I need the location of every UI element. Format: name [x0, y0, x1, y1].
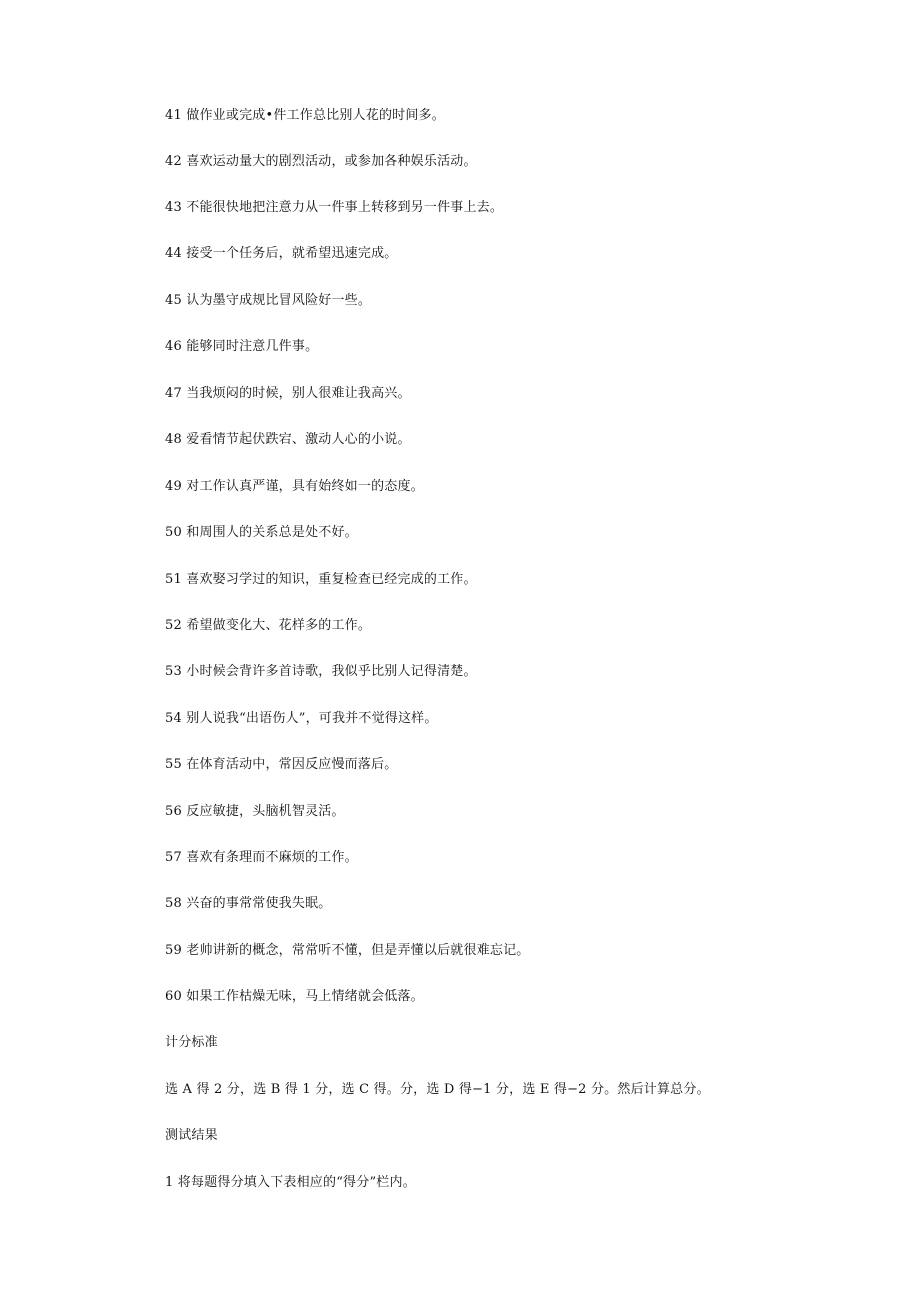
question-50: 50 和周围人的关系总是处不好。	[165, 525, 358, 540]
question-59: 59 老帅讲新的概念，常常听不懂，但是弄懂以后就很难忘记。	[165, 943, 530, 958]
question-43: 43 不能很快地把注意力从一件事上转移到另一件事上去。	[165, 200, 504, 215]
question-49: 49 对工作认真严谨，具有始终如一的态度。	[165, 479, 424, 494]
scoring-text: 选 A 得 2 分，选 B 得 1 分，选 C 得。分，选 D 得−1 分，选 E 得−2 分。然后计算总分。	[165, 1082, 710, 1097]
question-60: 60 如果工作枯燥无味，马上情绪就会低落。	[165, 989, 424, 1004]
question-45: 45 认为墨守成规比冒风险好一些。	[165, 293, 372, 308]
question-53: 53 小时候会背许多首诗歌，我似乎比别人记得清楚。	[165, 664, 477, 679]
question-48: 48 爱看情节起伏跌宕、激动人心的小说。	[165, 432, 411, 447]
question-57: 57 喜欢有条理而不麻烦的工作。	[165, 850, 358, 865]
question-56: 56 反应敏捷，头脑机智灵活。	[165, 804, 345, 819]
question-52: 52 希望做变化大、花样多的工作。	[165, 618, 372, 633]
question-41: 41 做作业或完成•件工作总比别人花的时间多。	[165, 108, 445, 123]
question-54: 54 别人说我“出语伤人”，可我并不觉得这样。	[165, 711, 438, 726]
results-heading: 测试结果	[165, 1128, 218, 1143]
question-51: 51 喜欢娶习学过的知识，重复检查已经完成的工作。	[165, 572, 477, 587]
question-55: 55 在体育活动中，常因反应慢而落后。	[165, 757, 398, 772]
scoring-heading: 计分标准	[165, 1035, 218, 1050]
question-44: 44 接受一个任务后，就希望迅速完成。	[165, 246, 398, 261]
results-text: 1 将每题得分填入下表相应的“得分”栏内。	[165, 1175, 416, 1190]
question-58: 58 兴奋的事常常使我失眠。	[165, 896, 332, 911]
question-42: 42 喜欢运动量大的剧烈活动，或参加各种娱乐活动。	[165, 154, 477, 169]
question-47: 47 当我烦闷的时候，别人很难让我高兴。	[165, 386, 411, 401]
question-46: 46 能够同时注意几件事。	[165, 339, 319, 354]
